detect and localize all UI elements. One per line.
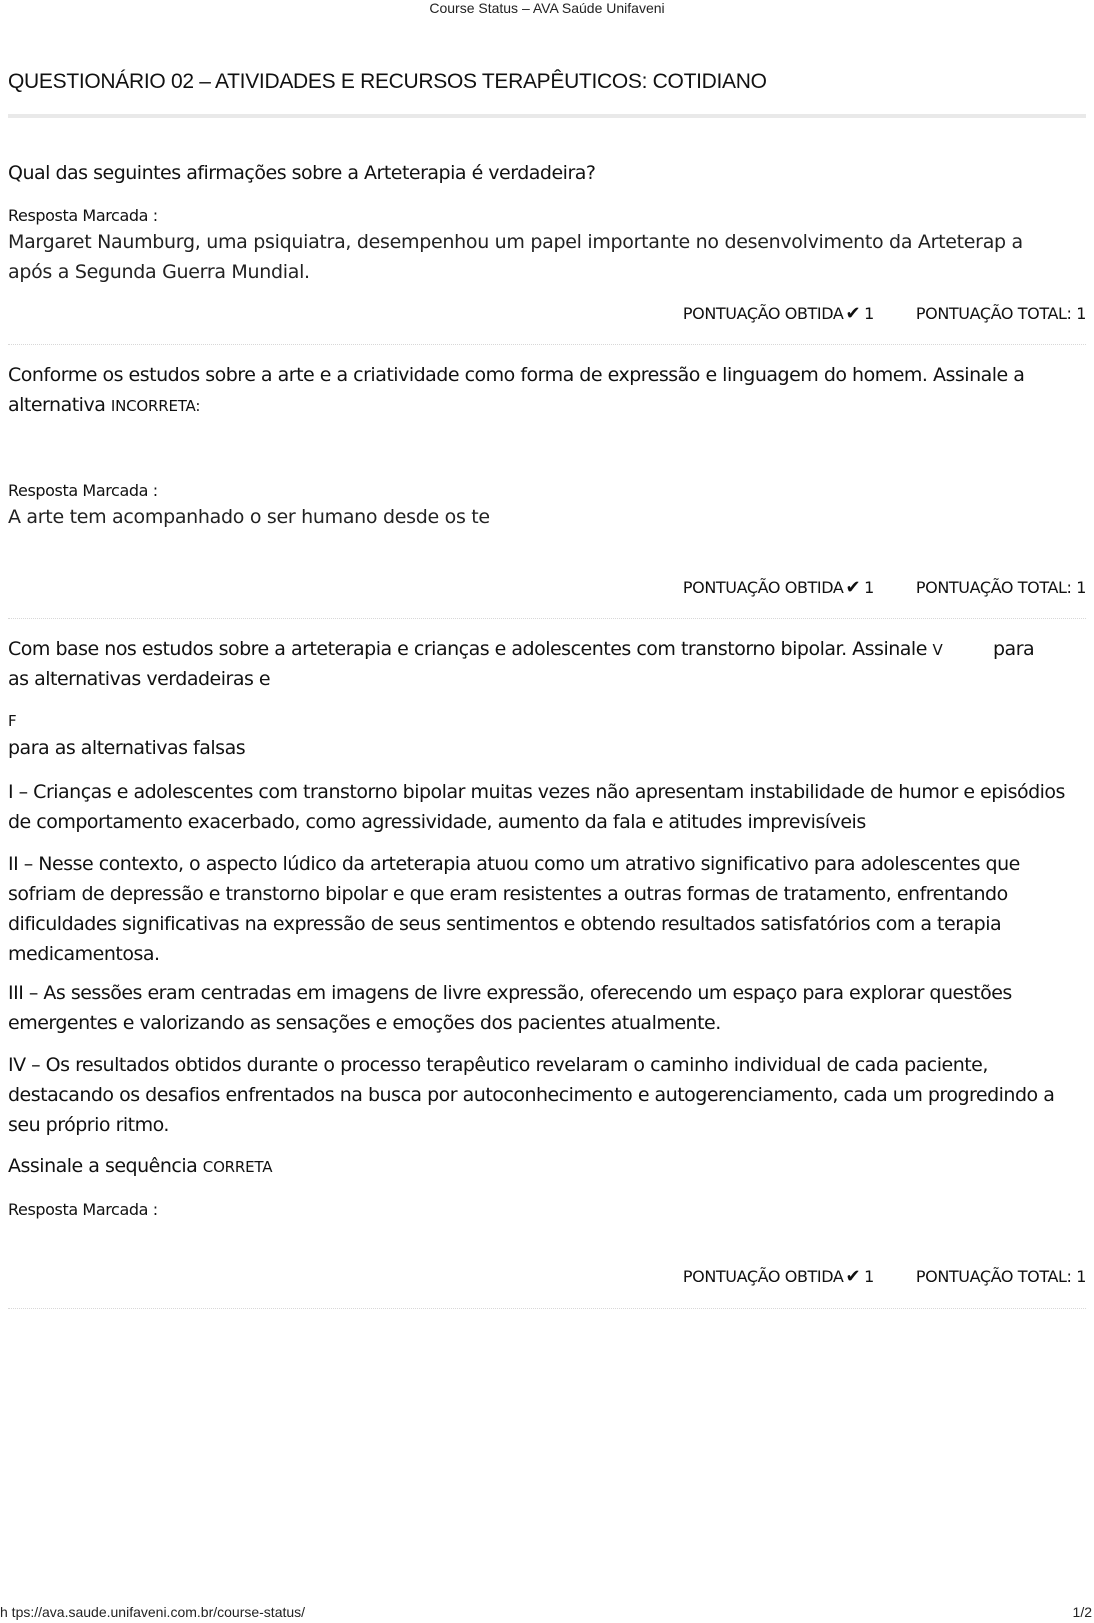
- score-obtained-value: 1: [864, 304, 874, 323]
- question-3-item-4: IV – Os resultados obtidos durante o processo terapêutico revelaram o caminho individual de cada paciente, destacando os desafios enfrentados na busca por autoconhecimento e autogerenciamento, cada um progredindo a seu próprio ritmo.: [8, 1054, 1055, 1136]
- score-obtained: [683, 577, 874, 598]
- question-3-text-line2: as alternativas verdadeiras e: [8, 668, 271, 690]
- page-title: QUESTIONÁRIO 02 – ATIVIDADES E RECURSOS TERAPÊUTICOS: COTIDIANO: [8, 70, 767, 93]
- score-obtained: [683, 303, 874, 324]
- question-3-para: para: [993, 638, 1035, 660]
- question-3-text-line1: [8, 634, 1038, 665]
- checkmark-icon: ✔: [845, 1266, 861, 1287]
- question-2-text-main: Conforme os estudos sobre a arte e a criatividade como forma de expressão e linguagem do homem. Assinale a alternativa: [8, 364, 1025, 416]
- score-obtained-label: PONTUAÇÃO OBTIDA: [682, 1267, 844, 1286]
- question-3-intro: Com base nos estudos sobre a arteterapia e crianças e adolescentes com transtorno bipolar. Assinale: [8, 638, 927, 660]
- question-2-score: [0, 577, 1086, 598]
- score-obtained-value: 1: [864, 578, 874, 597]
- score-total: PONTUAÇÃO TOTAL: 1: [915, 304, 1086, 323]
- score-total: PONTUAÇÃO TOTAL: 1: [915, 578, 1086, 597]
- score-obtained-label: PONTUAÇÃO OBTIDA: [682, 578, 844, 597]
- question-2-answer-label: Resposta Marcada :: [8, 481, 158, 500]
- question-3-mark-f: F: [8, 712, 17, 730]
- question-1-answer: Margaret Naumburg, uma psiquiatra, desempenhou um papel importante no desenvolvimento da Arteterap a após a Segunda Guerra Mundial.: [8, 231, 1023, 283]
- question-3-item-3: III – As sessões eram centradas em imagens de livre expressão, oferecendo um espaço para explorar questões emergentes e valorizando as sensações e emoções dos pacientes atualmente.: [8, 982, 1012, 1034]
- question-3-closing-emphasis: CORRETA: [202, 1158, 273, 1176]
- print-header-title: Course Status – AVA Saúde Unifaveni: [429, 0, 665, 16]
- question-3-score: [0, 1266, 1086, 1287]
- question-1-score: [0, 303, 1086, 324]
- question-1-text: Qual das seguintes afirmações sobre a Arteterapia é verdadeira?: [8, 162, 596, 184]
- question-separator: [8, 344, 1086, 345]
- question-2-emphasis: INCORRETA:: [110, 397, 201, 415]
- question-1-answer-label: Resposta Marcada :: [8, 206, 158, 225]
- score-total: PONTUAÇÃO TOTAL: 1: [915, 1267, 1086, 1286]
- question-3-item-2: II – Nesse contexto, o aspecto lúdico da arteterapia atuou como um atrativo significativo para adolescentes que sofriam de depressão e transtorno bipolar e que eram resistentes a outras formas de tratamento, enfrentando dificuldades significativas na expressão de seus sentimentos e obtendo resultados satisfatórios com a terapia medicamentosa.: [8, 853, 1020, 965]
- question-3-mark-v: V: [932, 641, 943, 659]
- question-separator: [8, 1308, 1086, 1309]
- footer-url: h tps://ava.saude.unifaveni.com.br/course-status/: [0, 1604, 306, 1620]
- checkmark-icon: ✔: [845, 303, 861, 324]
- question-separator: [8, 618, 1086, 619]
- checkmark-icon: ✔: [845, 577, 861, 598]
- score-obtained-label: PONTUAÇÃO OBTIDA: [682, 304, 844, 323]
- question-2-answer: A arte tem acompanhado o ser humano desde os te: [8, 506, 490, 528]
- question-3-closing: [8, 1151, 1083, 1182]
- question-3-false-text: para as alternativas falsas: [8, 737, 246, 759]
- question-3-answer-label: Resposta Marcada :: [8, 1200, 158, 1219]
- score-obtained-value: 1: [864, 1267, 874, 1286]
- title-divider: [8, 114, 1086, 118]
- footer-page-number: 1/2: [1072, 1604, 1092, 1620]
- question-3-item-1: I – Crianças e adolescentes com transtorno bipolar muitas vezes não apresentam instabilidade de humor e episódios de comportamento exacerbado, como agressividade, aumento da fala e atitudes imprevisíveis: [8, 781, 1065, 833]
- score-obtained: [683, 1266, 874, 1287]
- question-3-closing-text: Assinale a sequência: [8, 1155, 198, 1177]
- question-2-text: [8, 360, 1083, 421]
